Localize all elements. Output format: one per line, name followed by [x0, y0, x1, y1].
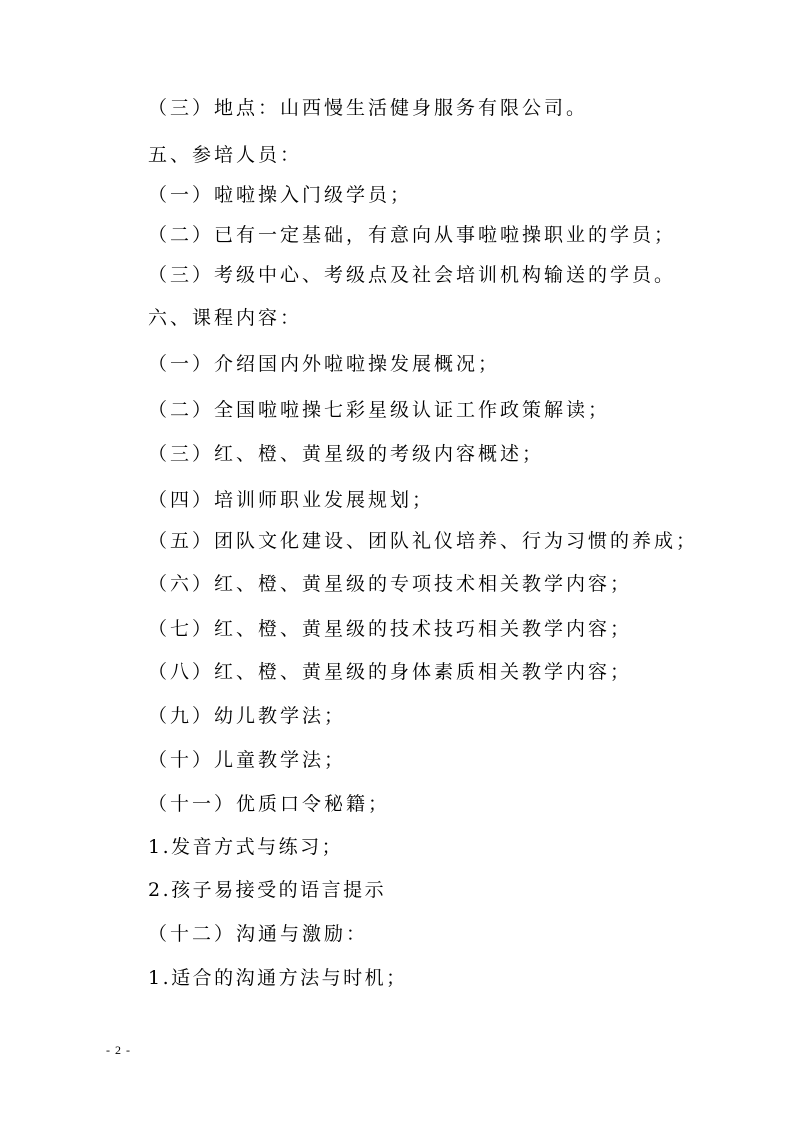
text-line-course-4: （四）培训师职业发展规划；	[148, 489, 435, 511]
text-line-course-10: （十）儿童教学法；	[148, 749, 347, 771]
text-line-course-6: （六）红、橙、黄星级的专项技术相关教学内容；	[148, 573, 633, 595]
text-line-course-5: （五）团队文化建设、团队礼仪培养、行为习惯的养成；	[148, 530, 699, 552]
text-line-participant-2: （二）已有一定基础，有意向从事啦啦操职业的学员；	[148, 224, 677, 246]
text-line-participant-3: （三）考级中心、考级点及社会培训机构输送的学员。	[148, 264, 677, 286]
section-heading-course-content: 六、课程内容：	[148, 307, 303, 329]
text-line-course-8: （八）红、橙、黄星级的身体素质相关教学内容；	[148, 661, 633, 683]
text-line-course-9: （九）幼儿教学法；	[148, 705, 347, 727]
text-line-location: （三）地点：山西慢生活健身服务有限公司。	[148, 97, 589, 119]
text-line-course-11-item-1: 1.发音方式与练习；	[148, 836, 344, 858]
text-line-course-11: （十一）优质口令秘籍；	[148, 793, 391, 815]
text-line-course-2: （二）全国啦啦操七彩星级认证工作政策解读；	[148, 399, 611, 421]
text-line-course-1: （一）介绍国内外啦啦操发展概况；	[148, 353, 501, 375]
text-line-course-11-item-2: 2.孩子易接受的语言提示	[148, 879, 387, 901]
text-line-course-12-item-1: 1.适合的沟通方法与时机；	[148, 967, 408, 989]
text-line-participant-1: （一）啦啦操入门级学员；	[148, 184, 413, 206]
page-number: - 2 -	[106, 1043, 131, 1057]
text-line-course-12: （十二）沟通与激励：	[148, 923, 369, 945]
section-heading-participants: 五、参培人员：	[148, 144, 303, 166]
text-line-course-7: （七）红、橙、黄星级的技术技巧相关教学内容；	[148, 618, 633, 640]
text-line-course-3: （三）红、橙、黄星级的考级内容概述；	[148, 443, 545, 465]
